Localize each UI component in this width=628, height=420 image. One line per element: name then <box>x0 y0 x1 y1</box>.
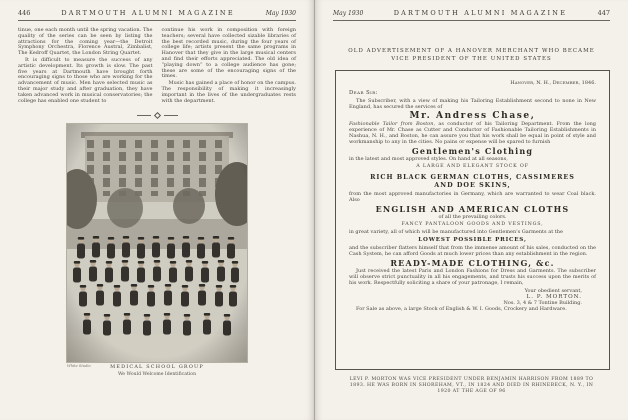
ad-cash-paragraph: and the subscriber flatters himself that from the immense amount of his sales, conducted on the Cash System, he can afford Goods at much lower prices than any establishment in the region. <box>349 244 596 257</box>
right-page-header <box>315 0 628 19</box>
ad-address: Nos. 3, 4 & 7 Tontine Building. <box>503 299 582 306</box>
ad-merchant-name-display: Mr. Andress Chase, <box>409 111 536 121</box>
ad-germany-paragraph: from the most approved manufactories in Germany, which are warranted to wear Coal black. Also <box>349 190 596 203</box>
advertisement-heading-line2: VICE PRESIDENT OF THE UNITED STATES <box>391 56 552 62</box>
divider-line-right <box>164 115 178 116</box>
ad-tailor-lead: Fashionable Tailor from Boston, <box>349 121 436 127</box>
medical-school-photo <box>67 124 247 362</box>
ad-dateline: Hanover, N. H., December, 1846. <box>510 80 596 86</box>
left-page-number: 446 <box>18 9 31 17</box>
left-header-title: DARTMOUTH ALUMNI MAGAZINE <box>61 9 235 17</box>
ad-readymade-display: READY-MADE CLOTHING, &c. <box>390 257 555 268</box>
ad-colors-line: of all the prevailing colors. <box>438 213 507 220</box>
page-right <box>314 0 628 420</box>
advertisement-box <box>335 70 610 370</box>
paragraph: tinue, one each month until the spring vacation. The quality of the series can be seen by listing the attractions for the coming year—the Detroit Symphony Orchestra, Florence Austral, Zimbalist, The Kedroff Quartet, the London String Quartet. <box>18 27 153 57</box>
ad-valediction: Your obedient servant, <box>524 287 582 294</box>
ad-fashions-paragraph: Just received the latest Paris and London Fashions for Dress and Garments. The subscriber will observe strict punctuality in all his engagements, and trusts his success upon the merits of his work. Respectfully soliciting a share of your patronage, I remain, <box>349 267 596 286</box>
ad-intro: The Subscriber, with a view of making his Tailoring Establishment second to none in New England, has secured the services of <box>349 98 596 110</box>
ad-signature: L. P. MORTON. <box>526 293 582 300</box>
ad-english-display: ENGLISH AND AMERICAN CLOTHS <box>375 203 570 214</box>
photo-caption-area <box>67 364 247 377</box>
right-header-date: May 1930 <box>333 10 364 17</box>
photo-caption-title: MEDICAL SCHOOL GROUP <box>110 364 204 371</box>
ad-styles-line: in the latest and most approved styles. On hand at all seasons, <box>349 156 508 162</box>
left-page-header <box>0 0 314 19</box>
ad-pantaloon-line: FANCY PANTALOON GOODS AND VESTINGS, <box>401 221 544 227</box>
ad-tailor-rest: as conductor of his Tailoring Department. From the long experience of Mr. Chase as Cutter and Conductor of Fashionable Tailoring Establishments in Nashua, N. H., and Boston, he can assure you that his work shall be equal in point of style and workmanship to any in the cities. No pains or expense will be spared to furnish <box>349 121 596 145</box>
ad-prices-display: LOWEST POSSIBLE PRICES, <box>418 236 527 243</box>
left-column-2 <box>162 28 297 105</box>
ad-clothing-display: Gentlemen's Clothing <box>411 146 534 156</box>
photo-credit: White Studio <box>67 364 91 369</box>
photo-caption-subtitle: We Would Welcome Identification <box>117 371 197 377</box>
ad-signature-block <box>349 288 596 307</box>
ad-tailor-paragraph <box>349 121 596 145</box>
paragraph: continue his work in composition with foreign teachers; several have collected sizable libraries of the best recorded music, during the four years of college life; artists present the same programs in Hanover that they give in the large musical centers and find their efforts appreciated. The old idea of “playing down” to a college audience has gone; these are some of the encouraging signs of the times. <box>161 27 296 80</box>
ad-stock-display: RICH BLACK GERMAN CLOTHS, CASSIMERES AND DOE SKINS, <box>370 172 575 189</box>
ad-body <box>349 98 596 286</box>
right-header-rule <box>333 20 610 21</box>
paragraph: It is difficult to measure the success of any artistic development. Its growth is slow. The past five years at Dartmouth have brought forth encouraging signs to those who are working for the advancement of music. Men have selected music as their major study and after graduation, they have taken advanced work in musical conservatories; the college has enabled one student to <box>18 56 153 104</box>
divider-line-left <box>137 115 151 116</box>
ad-salutation: Dear Sir: <box>349 90 379 96</box>
advertisement-heading <box>315 47 628 63</box>
medical-school-photo-frame <box>67 124 247 362</box>
ad-stock-lead: A LARGE AND ELEGANT STOCK OF <box>416 164 529 169</box>
advertisement-heading-line1: OLD ADVERTISEMENT OF A HANOVER MERCHANT WHO BECAME <box>348 48 595 54</box>
morton-footnote: LEVI P. MORTON WAS VICE PRESIDENT UNDER BENJAMIN HARRISON FROM 1889 TO 1893. HE WAS BORN IN SHOREHAM, VT., IN 1824 AND DIED IN RHINEBECK, N. Y., IN 1920 AT THE AGE OF 96 <box>349 377 594 394</box>
right-page-number: 447 <box>597 9 610 17</box>
ad-variety-line: in great variety, all of which will be manufactured into Gentlemen's Garments at the <box>349 228 563 235</box>
left-text-columns <box>0 21 314 105</box>
section-divider <box>0 113 314 118</box>
right-header-title: DARTMOUTH ALUMNI MAGAZINE <box>393 9 568 17</box>
left-column-1 <box>18 28 153 105</box>
divider-diamond-icon <box>153 112 160 119</box>
paragraph: Music has gained a place of honor on the campus. The responsibility of making it increasingly important in the lives of the undergraduates rests with the department. <box>161 80 296 104</box>
left-header-date: May 1930 <box>265 10 296 17</box>
ad-forsale-paragraph: For Sale as above, a large Stock of English & W. I. Goods, Crockery and Hardware. <box>356 306 567 313</box>
